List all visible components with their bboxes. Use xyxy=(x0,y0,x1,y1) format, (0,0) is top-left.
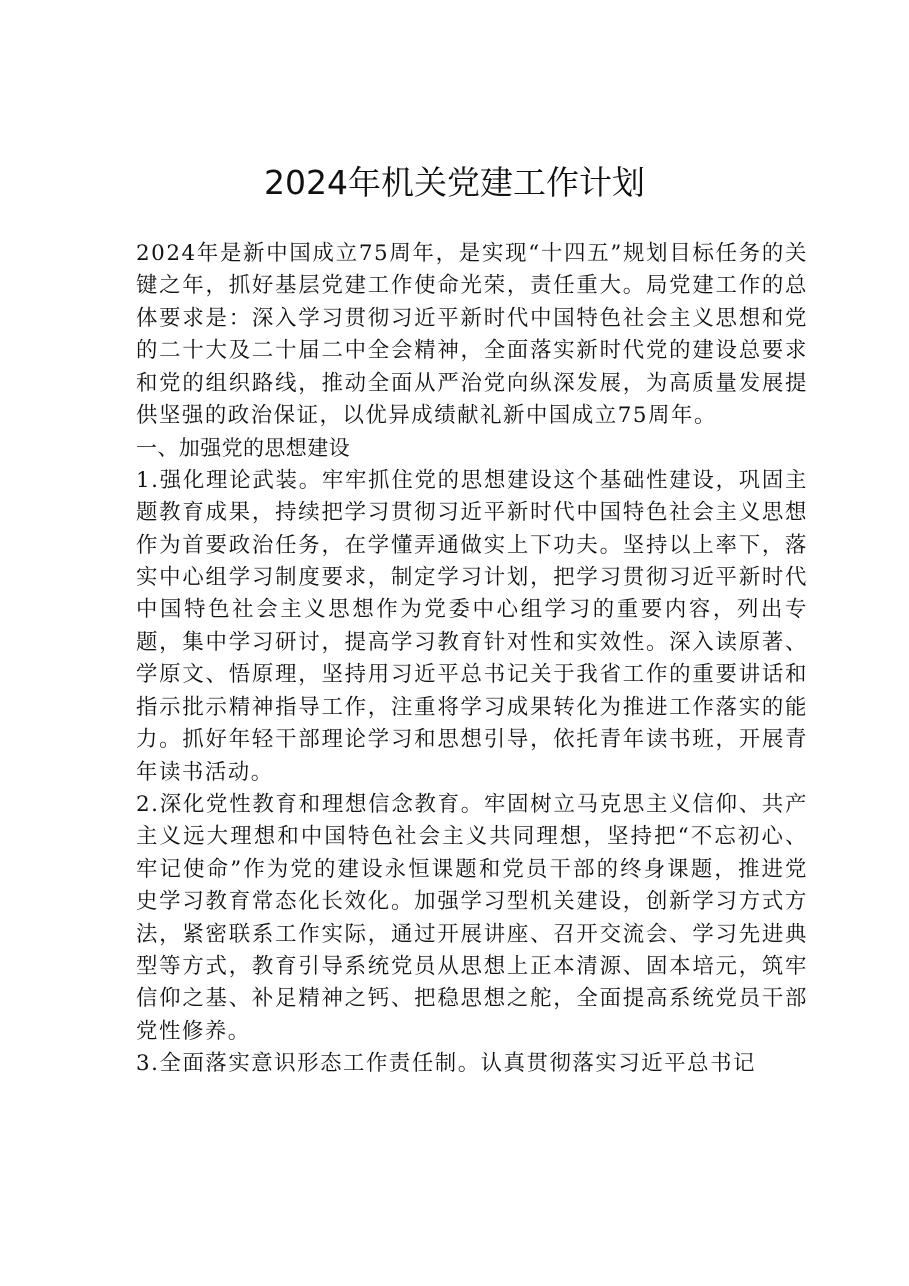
paragraph-item-3: 3.全面落实意识形态工作责任制。认真贯彻落实习近平总书记 xyxy=(136,1051,756,1077)
paragraph-item-1: 1.强化理论武装。牢牢抓住党的思想建设这个基础性建设，巩固主题教育成果，持续把学习贯彻习近平新时代中国特色社会主义思想作为首要政治任务，在学懂弄通做实上下功夫。坚持以上率下，落实中心组学习制度要求，制定学习计划，把学习贯彻习近平新时代中国特色社会主义思想作为党委中心组学习的重要内容，列出专题，集中学习研讨，提高学习教育针对性和实效性。深入读原著、学原文、悟原理，坚持用习近平总书记关于我省工作的重要讲话和指示批示精神指导工作，注重将学习成果转化为推进工作落实的能力。抓好年轻干部理论学习和思想引导，依托青年读书班，开展青年读书活动。 xyxy=(136,467,808,785)
document-body xyxy=(136,238,808,1081)
document-title: 2024年机关党建工作计划 xyxy=(264,163,645,202)
paragraph-item-2: 2.深化党性教育和理想信念教育。牢固树立马克思主义信仰、共产主义远大理想和中国特色社会主义共同理想，坚持把“不忘初心、牢记使命”作为党的建设永恒课题和党员干部的终身课题，推进党史学习教育常态化长效化。加强学习型机关建设，创新学习方式方法，紧密联系工作实际，通过开展讲座、召开交流会、学习先进典型等方式，教育引导系统党员从思想上正本清源、固本培元，筑牢信仰之基、补足精神之钙、把稳思想之舵，全面提高系统党员干部党性修养。 xyxy=(136,791,808,1044)
intro-paragraph: 2024年是新中国成立75周年，是实现“十四五”规划目标任务的关键之年，抓好基层党建工作使命光荣，责任重大。局党建工作的总体要求是：深入学习贯彻习近平新时代中国特色社会主义思想和党的二十大及二十届二中全会精神，全面落实新时代党的建设总要求和党的组织路线，推动全面从严治党向纵深发展，为高质量发展提供坚强的政治保证，以优异成绩献礼新中国成立75周年。 xyxy=(136,241,808,429)
section-heading: 一、加强党的思想建设 xyxy=(136,436,350,461)
